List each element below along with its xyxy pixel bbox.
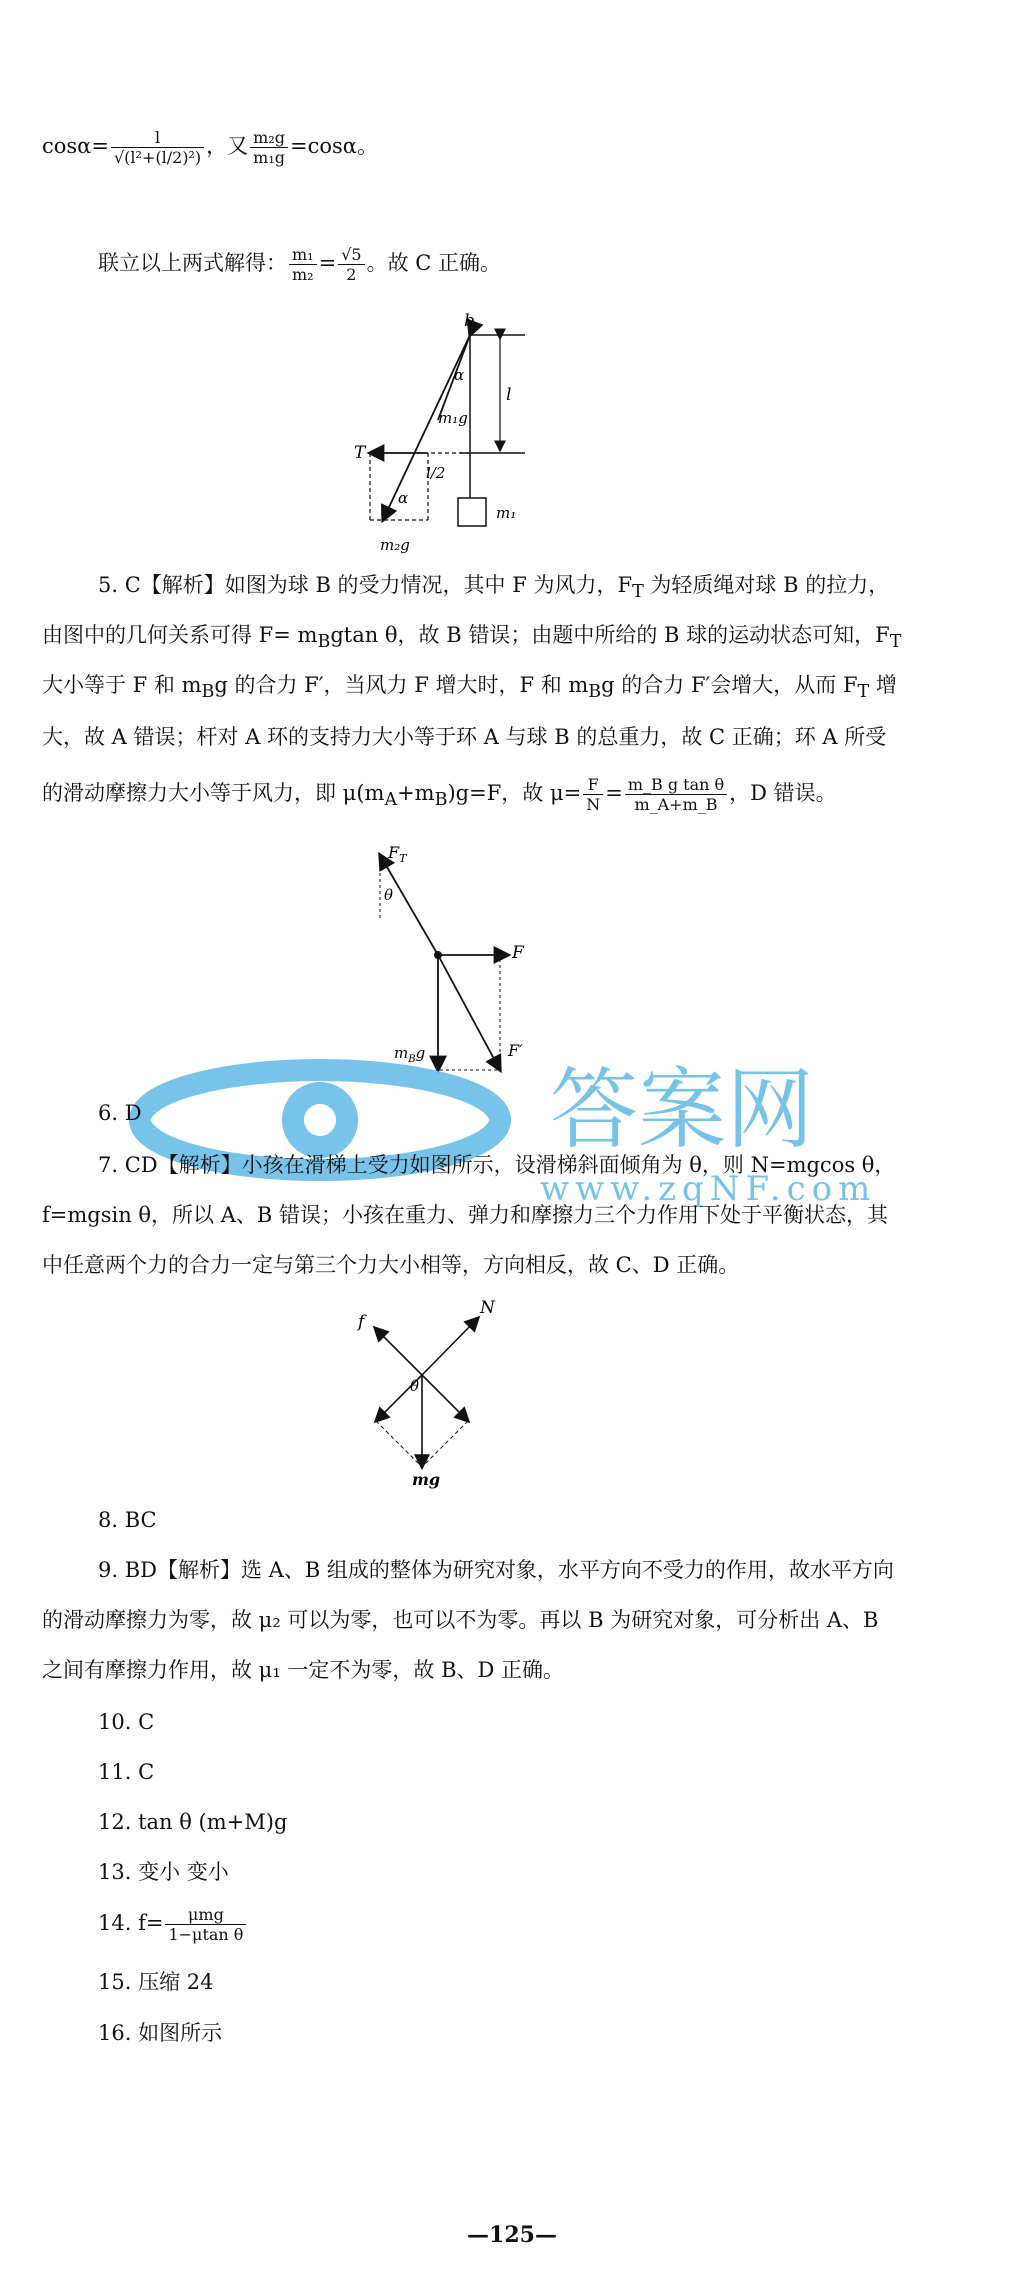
q7-line2: f=mgsin θ，所以 A、B 错误；小孩在重力、弹力和摩擦力三个力作用下处于平衡状态，其: [42, 1203, 889, 1227]
q5-line2: 由图中的几何关系可得 $F= m_Bgtan$ θ，故 B 错误；由题中所给的 B 球的运动状态可知，$F_T$: [42, 623, 902, 653]
q11: 11. C: [98, 1760, 155, 1784]
label-T: T: [354, 443, 366, 463]
q5-line3: 大小等于 F 和 $m_Bg$ 的合力 F′，当风力 F 增大时，F 和 $m_Bg$ 的合力 F′会增大，从而 $F_T$ 增: [42, 673, 897, 703]
label-FT: $F_T$: [388, 843, 407, 865]
label-m1g: m₁g: [438, 409, 468, 427]
fraction: $\frac{\text{m₁}}{\text{m₂}}$: [289, 245, 317, 284]
label-b: b: [464, 311, 475, 331]
page-number: —125—: [467, 2222, 557, 2248]
label-l: l: [506, 385, 512, 405]
q9-line1: 9. BD【解析】选 A、B 组成的整体为研究对象，水平方向不受力的作用，故水平方向: [98, 1558, 894, 1582]
fraction: $\frac{l}{\text{√(l²+(l/2)²)}}$: [111, 128, 204, 167]
label-m2g: m₂g: [380, 536, 410, 554]
q13: 13. 变小 变小: [98, 1860, 229, 1884]
label-F: F: [512, 943, 524, 963]
label-N: N: [480, 1298, 495, 1318]
label-alpha: α: [454, 366, 465, 384]
label-l-half: l/2: [426, 464, 446, 482]
q6: 6. D: [98, 1101, 142, 1125]
q9-line3: 之间有摩擦力作用，故 μ₁ 一定不为零，故 B、D 正确。: [42, 1658, 565, 1682]
label-theta: θ: [384, 886, 394, 904]
fraction: $\frac{\text{μmg}}{\text{1−μtan θ}}$: [165, 1905, 246, 1944]
formula-cos-alpha: cosα= $\frac{l}{\text{√(l²+(l/2)²)}}$ ，又 $\frac{\text{m₂g}}{\text{m₁g}}$ =cosα。: [42, 128, 378, 167]
q10: 10. C: [98, 1710, 155, 1734]
solve-line: 联立以上两式解得： $\frac{\text{m₁}}{\text{m₂}}$ = $\frac{√5}{2}$ 。故 C 正确。: [98, 245, 501, 284]
fraction: $\frac{F}{N}$: [583, 775, 603, 814]
q14: 14. f= $\frac{\text{μmg}}{\text{1−μtan θ}}$: [98, 1905, 248, 1944]
q12: 12. tan θ (m+M)g: [98, 1810, 288, 1834]
label-f: f: [358, 1312, 365, 1332]
watermark-brand: 答案网: [550, 1058, 815, 1161]
q5-line5: 的滑动摩擦力大小等于风力，即 $\mu(m_A+m_B)g=F$，故 μ= $\frac{F}{N}$ = $\frac{\text{m\_B g tan θ}}{m\_A+m\_B}$ ，D 错误。: [42, 775, 837, 814]
label-mg: mg: [412, 1470, 441, 1489]
fraction: $\frac{√5}{2}$: [338, 245, 364, 284]
q8: 8. BC: [98, 1508, 157, 1532]
watermark-url: www.zqNF.com: [540, 1169, 877, 1209]
q7-line3: 中任意两个力的合力一定与第三个力大小相等，方向相反，故 C、D 正确。: [42, 1253, 740, 1277]
figure-slide-forces: [350, 1285, 550, 1495]
label-mBg: $m_Bg$: [394, 1044, 426, 1065]
label-m1: m₁: [496, 504, 517, 522]
q9-line2: 的滑动摩擦力为零，故 μ₂ 可以为零，也可以不为零。再以 B 为研究对象，可分析出 A、B: [42, 1608, 879, 1632]
q5-line4: 大，故 A 错误；杆对 A 环的支持力大小等于环 A 与球 B 的总重力，故 C 正确；环 A 所受: [42, 725, 887, 749]
q15: 15. 压缩 24: [98, 1970, 214, 1994]
label-F-prime: F′: [508, 1041, 523, 1060]
figure-pendulum-forces: [350, 300, 570, 560]
q7-line1: 7. CD【解析】小孩在滑梯上受力如图所示，设滑梯斜面倾角为 θ，则 N=mgcos θ，: [98, 1153, 896, 1177]
label-alpha2: α: [398, 489, 409, 507]
q5-line1: 5. C【解析】如图为球 B 的受力情况，其中 F 为风力，$F_T$ 为轻质绳对球 B 的拉力，: [98, 573, 890, 603]
q16: 16. 如图所示: [98, 2021, 223, 2045]
label-theta: θ: [410, 1377, 420, 1395]
watermark-logo: [120, 1050, 920, 1210]
fraction: $\frac{\text{m\_B g tan θ}}{m\_A+m\_B}$: [625, 775, 727, 814]
fraction: $\frac{\text{m₂g}}{\text{m₁g}}$: [250, 128, 288, 167]
